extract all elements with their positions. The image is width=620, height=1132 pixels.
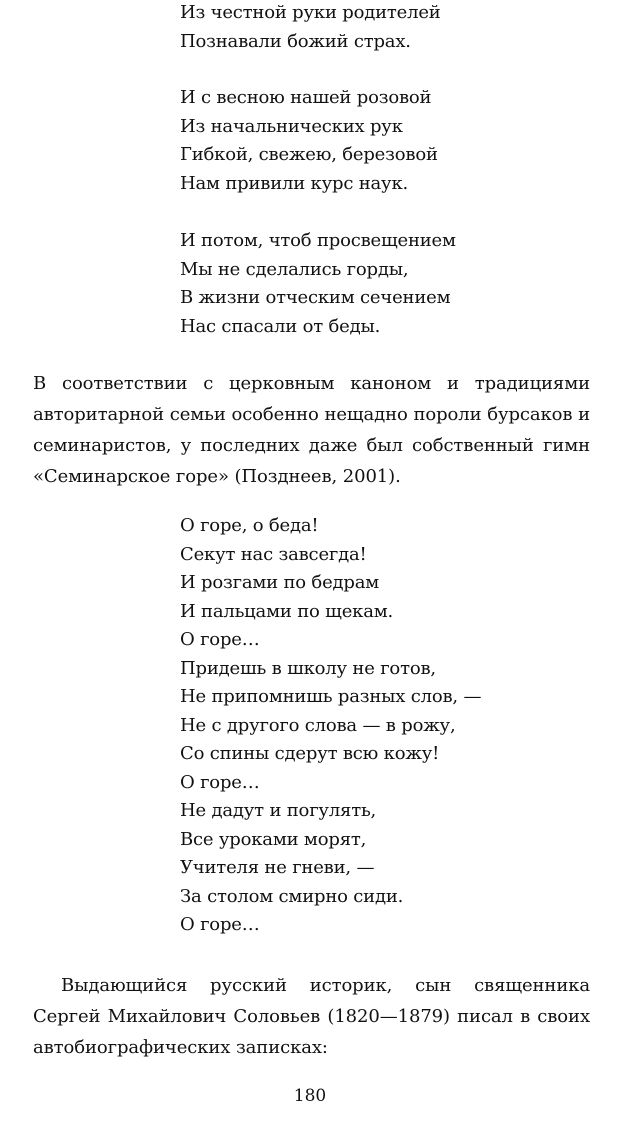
poem-seminary-grief <box>180 512 481 940</box>
verse-line: Все уроками морят, <box>180 828 367 850</box>
verse-line: Придешь в школу не готов, <box>180 657 436 679</box>
verse-line: В жизни отческим сечением <box>180 287 451 308</box>
verse-line: Из начальнических рук <box>180 115 403 137</box>
verse-line: Учителя не гневи, — <box>180 857 375 878</box>
verse-line: Мы не сделались горды, <box>180 258 409 280</box>
verse-line: Секут нас завсегда! <box>180 543 367 565</box>
poem-stanza-1 <box>180 0 441 56</box>
verse-line: Не припомнишь разных слов, — <box>180 686 482 707</box>
paragraph-text: Выдающийся русский историк, сын священника Сергей Михайлович Соловьев (1820—1879) писал в своих автобиографических записках: <box>33 975 590 1058</box>
body-paragraph-1 <box>33 368 590 492</box>
verse-line: Со спины сдерут всю кожу! <box>180 743 440 764</box>
verse-line: О горе… <box>180 771 260 793</box>
verse-line: И потом, чтоб просвещением <box>180 230 456 251</box>
verse-line: Нас спасали от беды. <box>180 315 381 337</box>
verse-line: Не с другого слова — в рожу, <box>180 714 456 736</box>
poem-stanza-3 <box>180 227 456 341</box>
poem-stanza-2 <box>180 84 438 198</box>
paragraph-text: В соответствии с церковным каноном и традициями авторитарной семьи особенно нещадно пороли бурсаков и семинаристов, у последних даже был собственный гимн «Семинарское горе» (Позднеев, 2001). <box>33 373 590 487</box>
verse-line: И розгами по бедрам <box>180 572 380 593</box>
verse-line: О горе… <box>180 629 260 650</box>
body-paragraph-2 <box>33 970 590 1063</box>
verse-line: За столом смирно сиди. <box>180 885 404 907</box>
verse-line: И с весною нашей розовой <box>180 87 432 108</box>
verse-line: Из честной руки родителей <box>180 2 441 23</box>
verse-line: О горе, о беда! <box>180 515 319 536</box>
verse-line: Нам привили курс наук. <box>180 172 409 194</box>
page-number: 180 <box>293 1086 327 1106</box>
verse-line: Не дадут и погулять, <box>180 800 377 821</box>
verse-line: О горе… <box>180 914 260 935</box>
verse-line: И пальцами по щекам. <box>180 600 394 622</box>
verse-line: Гибкой, свежею, березовой <box>180 144 438 165</box>
verse-line: Познавали божий страх. <box>180 30 411 52</box>
